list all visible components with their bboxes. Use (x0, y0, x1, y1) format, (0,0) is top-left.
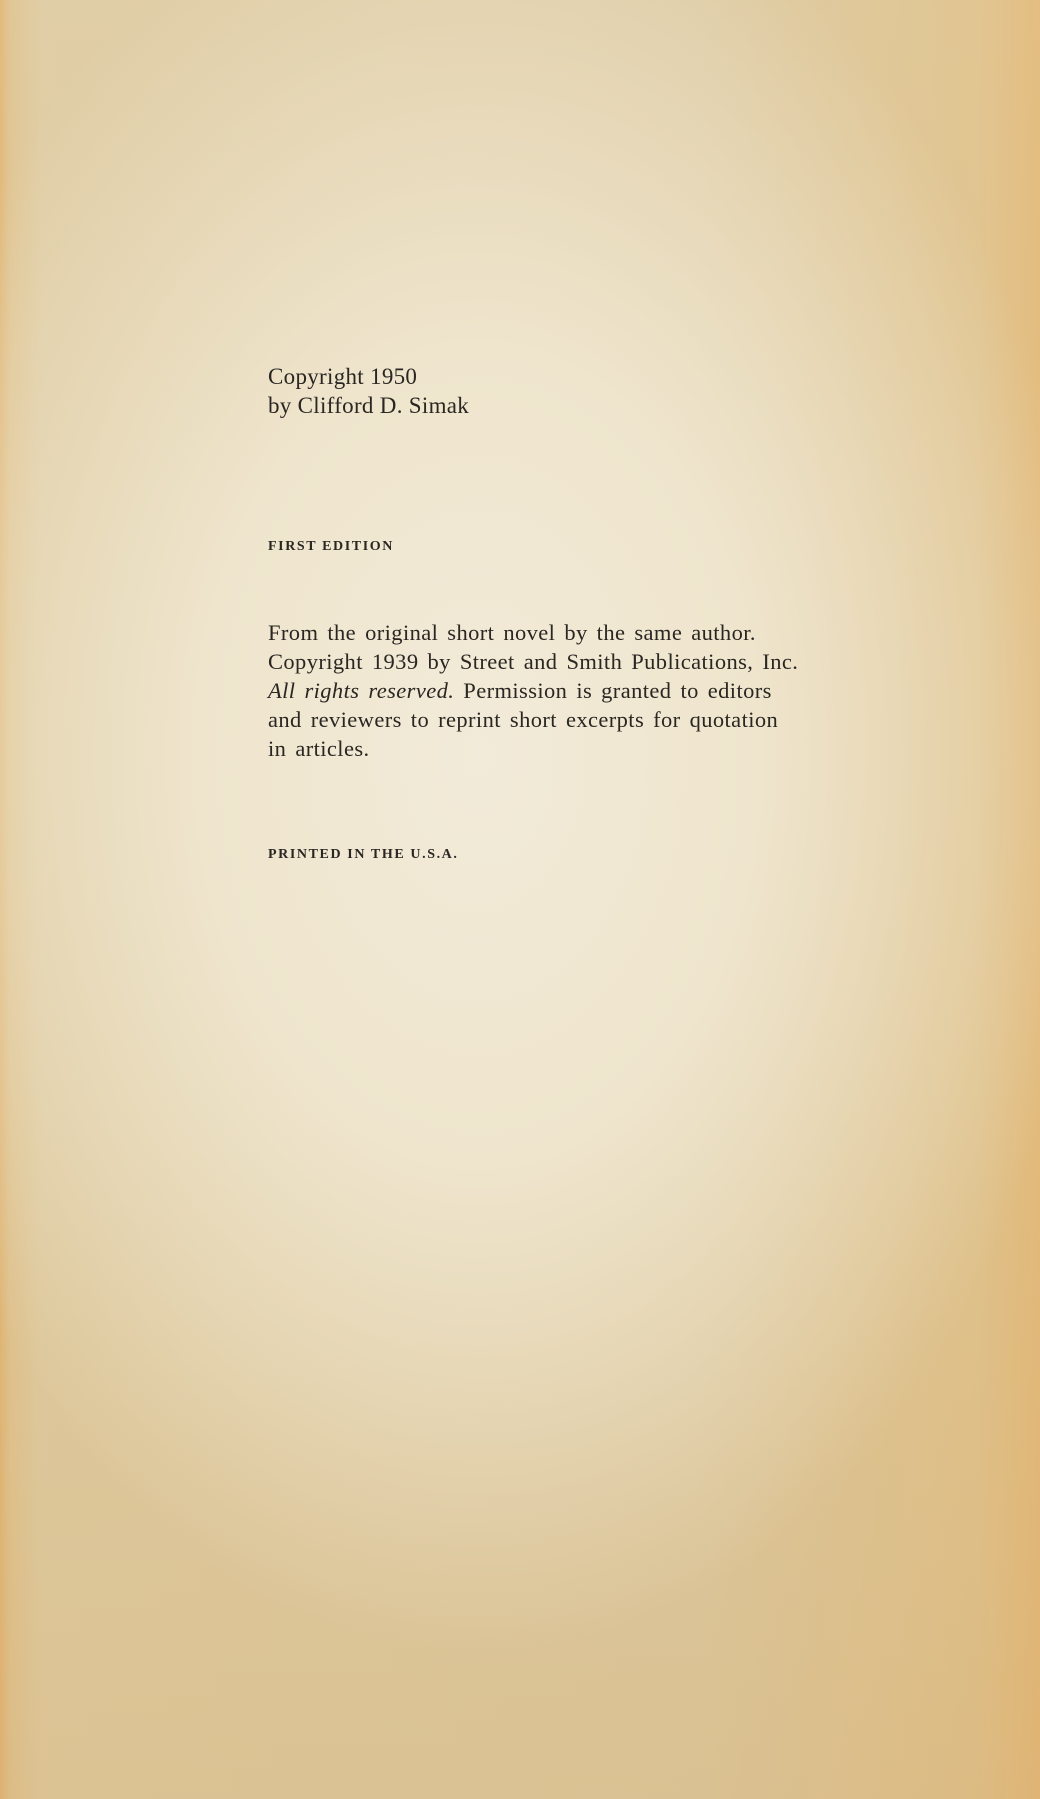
copyright-block (268, 362, 469, 420)
copyright-author-line: by Clifford D. Simak (268, 393, 470, 418)
notice-line-3 (268, 676, 858, 705)
notice-line-2: Copyright 1939 by Street and Smith Publications, Inc. (268, 649, 799, 674)
copyright-year-line: Copyright 1950 (268, 364, 418, 389)
all-rights-reserved: All rights reserved. (268, 678, 455, 703)
rights-notice (268, 618, 858, 763)
notice-line-3-rest: Permission is granted to editors (454, 678, 772, 703)
printed-in-label: PRINTED IN THE U.S.A. (268, 847, 459, 862)
notice-line-5: in articles. (268, 736, 370, 761)
notice-line-1: From the original short novel by the same author. (268, 620, 756, 645)
edition-label: FIRST EDITION (268, 539, 394, 554)
notice-line-4: and reviewers to reprint short excerpts for quotation (268, 707, 779, 732)
